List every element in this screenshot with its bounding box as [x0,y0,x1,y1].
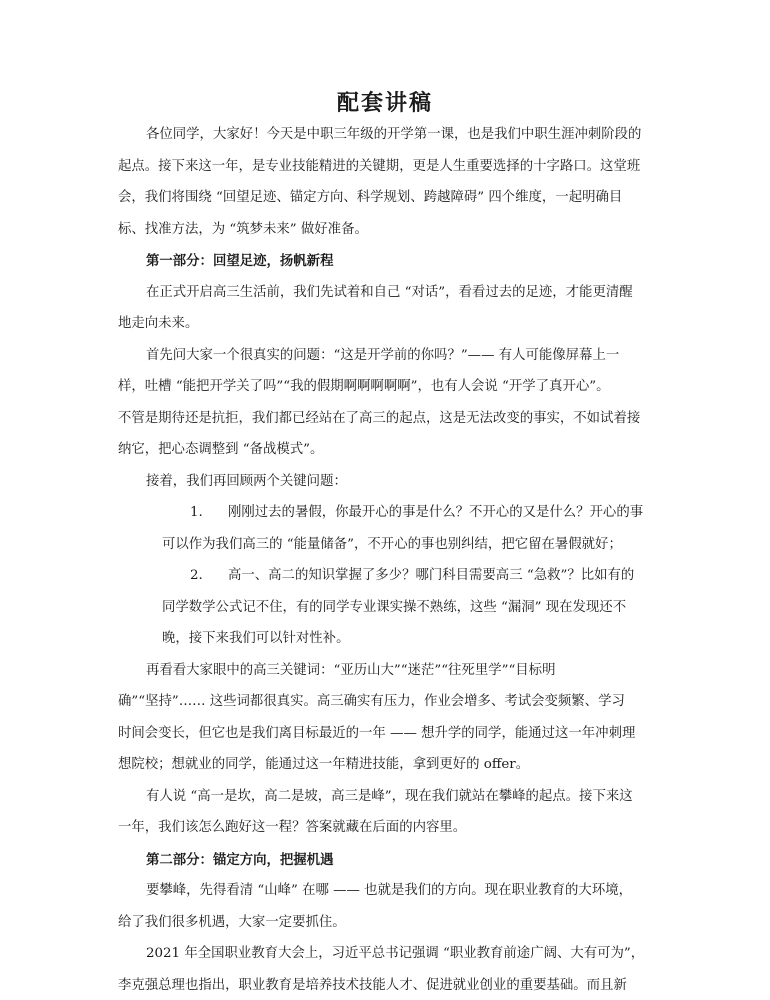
paragraph-line: 2021 年全国职业教育大会上，习近平总书记强调 “职业教育前途广阔、大有可为”， [146,946,645,961]
list-item-text: 可以作为我们高三的 “能量储备”，不开心的事也别纠结，把它留在暑假就好； [162,537,622,552]
paragraph-line: 想院校；想就业的同学，能通过这一年精进技能，拿到更好的 offer。 [118,757,530,772]
paragraph-line: 再看看大家眼中的高三关键词：“亚历山大”“迷茫”“往死里学”“目标明 [146,663,556,678]
paragraph-line: 确”“坚持”…… 这些词都很真实。高三确实有压力，作业会增多、考试会变频繁、学习 [118,694,625,709]
paragraph-line: 接着，我们再回顾两个关键问题： [146,474,347,489]
paragraph-line: 首先问大家一个很真实的问题：“这是开学前的你吗？”—— 有人可能像屏幕上一 [146,348,620,363]
list-item-number: 1. [190,505,203,520]
paragraph-line: 时间会变长，但它也是我们离目标最近的一年 —— 想升学的同学，能通过这一年冲刺理 [118,726,636,741]
paragraph-line: 一年，我们该怎么跑好这一程？答案就藏在后面的内容里。 [118,820,467,835]
paragraph-line: 要攀峰，先得看清 “山峰” 在哪 —— 也就是我们的方向。现在职业教育的大环境， [146,883,632,898]
section-heading-2: 第二部分：锚定方向，把握机遇 [146,852,334,868]
intro-line: 各位同学，大家好！今天是中职三年级的开学第一课，也是我们中职生涯冲刺阶段的 [146,127,642,142]
list-item-text: 晚，接下来我们可以针对性补。 [162,631,350,646]
paragraph-line: 李克强总理也指出，职业教育是培养技术技能人才、促进就业创业的重要基础。而且新 [118,978,627,993]
section-heading-1: 第一部分：回望足迹，扬帆新程 [146,253,334,269]
list-item-text: 刚刚过去的暑假，你最开心的事是什么？不开心的又是什么？开心的事 [228,505,644,520]
paragraph-line: 纳它，把心态调整到 “备战模式”。 [118,442,324,457]
paragraph-line: 有人说 “高一是坎，高二是坡，高三是峰”，现在我们就站在攀峰的起点。接下来这 [146,789,633,804]
page-title: 配套讲稿 [336,90,433,116]
list-item-text: 高一、高二的知识掌握了多少？哪门科目需要高三 “急救”？比如有的 [228,568,635,583]
paragraph-line: 样，吐槽 “能把开学关了吗”“我的假期啊啊啊啊啊”，也有人会说 “开学了真开心”。 [118,379,610,394]
paragraph-line: 在正式开启高三生活前，我们先试着和自己 “对话”，看看过去的足迹，才能更清醒 [146,285,633,300]
intro-line: 起点。接下来这一年，是专业技能精进的关键期，更是人生重要选择的十字路口。这堂班 [118,159,641,174]
paragraph-line: 地走向未来。 [118,316,199,331]
paragraph-line: 给了我们很多机遇，大家一定要抓住。 [118,915,346,930]
intro-line: 标、找准方法，为 “筑梦未来” 做好准备。 [118,222,368,237]
list-item-text: 同学数学公式记不住，有的同学专业课实操不熟练，这些 “漏洞” 现在发现还不 [162,600,627,615]
intro-line: 会，我们将围绕 “回望足迹、锚定方向、科学规划、跨越障碍” 四个维度，一起明确目 [118,190,623,205]
paragraph-line: 不管是期待还是抗拒，我们都已经站在了高三的起点，这是无法改变的事实，不如试着接 [118,411,641,426]
list-item-number: 2. [190,568,203,583]
